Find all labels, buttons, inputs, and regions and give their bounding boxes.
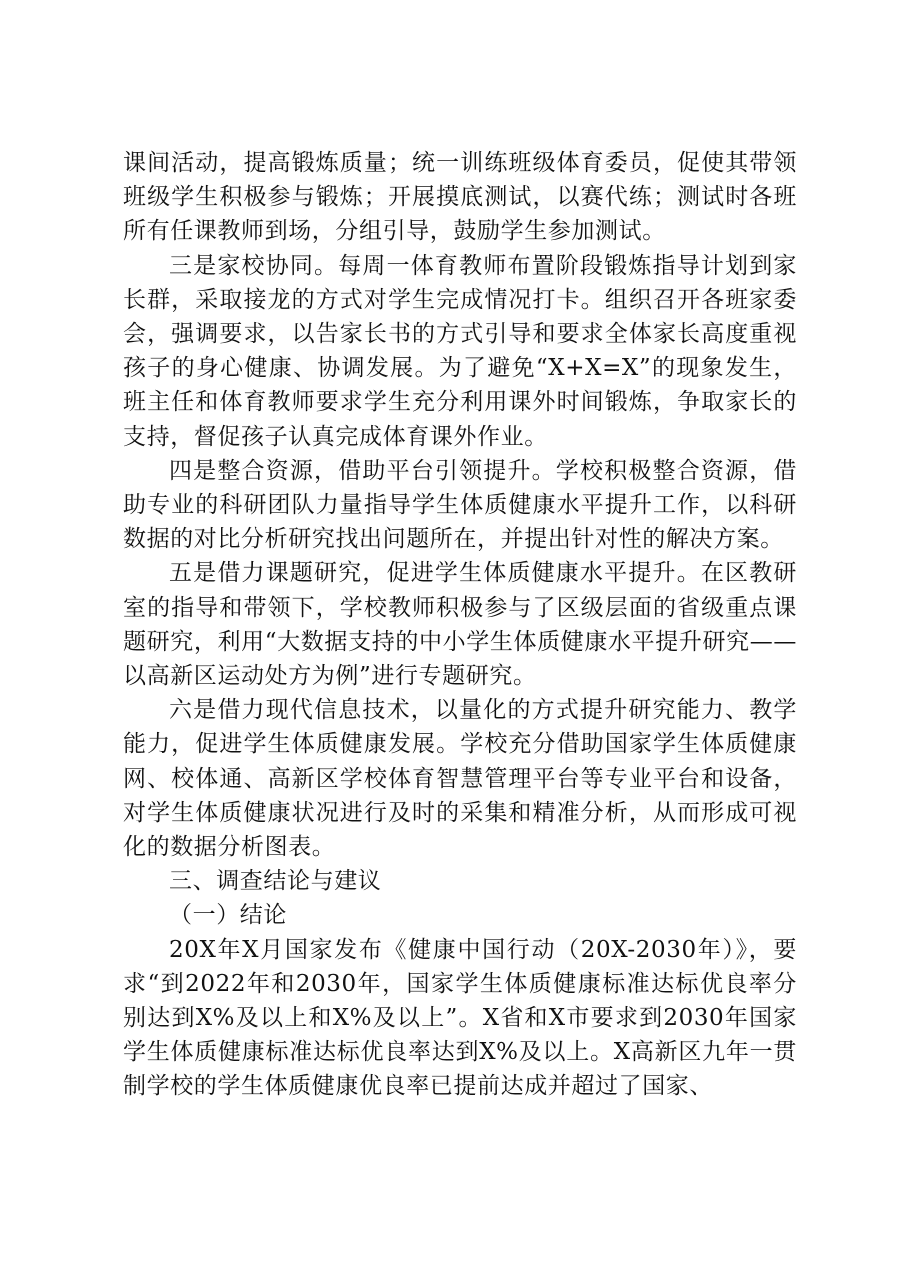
paragraph-research: 五是借力课题研究，促进学生体质健康水平提升。在区教研室的指导和带领下，学校教师积极参与了区级层面的省级重点课题研究，利用“大数据支持的中小学生体质健康水平提升研究——以高新区运动处方为例”进行专题研究。 bbox=[123, 560, 797, 690]
paragraph-resources: 四是整合资源，借助平台引领提升。学校积极整合资源，借助专业的科研团队力量指导学生体质健康水平提升工作，以科研数据的对比分析研究找出问题所在，并提出针对性的解决方案。 bbox=[123, 457, 797, 553]
paragraph-conclusion: 20X年X月国家发布《健康中国行动（20X-2030年）》，要求“到2022年和2030年，国家学生体质健康标准达标优良率分别达到X%及以上和X%及以上”。X省和X市要求到2030年国家学生体质健康标准达标优良率达到X%及以上。X高新区九年一贯制学校的学生体质健康优良率已提前达成并超过了国家、 bbox=[123, 936, 797, 1100]
paragraph-technology: 六是借力现代信息技术，以量化的方式提升研究能力、教学能力，促进学生体质健康发展。学校充分借助国家学生体质健康网、校体通、高新区学校体育智慧管理平台等专业平台和设备，对学生体质健康状况进行及时的采集和精准分析，从而形成可视化的数据分析图表。 bbox=[123, 697, 797, 861]
section-heading: 三、调查结论与建议 bbox=[169, 868, 382, 895]
sub-heading: （一）结论 bbox=[169, 902, 287, 929]
paragraph-home-school: 三是家校协同。每周一体育教师布置阶段锻炼指导计划到家长群，采取接龙的方式对学生完成情况打卡。组织召开各班家委会，强调要求，以告家长书的方式引导和要求全体家长高度重视孩子的身心健康、协调发展。为了避免“X+X=X”的现象发生，班主任和体育教师要求学生充分利用课外时间锻炼，争取家长的支持，督促孩子认真完成体育课外作业。 bbox=[123, 252, 797, 450]
paragraph-activities: 课间活动，提高锻炼质量；统一训练班级体育委员，促使其带领班级学生积极参与锻炼；开展摸底测试，以赛代练；测试时各班所有任课教师到场，分组引导，鼓励学生参加测试。 bbox=[123, 150, 797, 245]
document-page bbox=[123, 146, 797, 1104]
